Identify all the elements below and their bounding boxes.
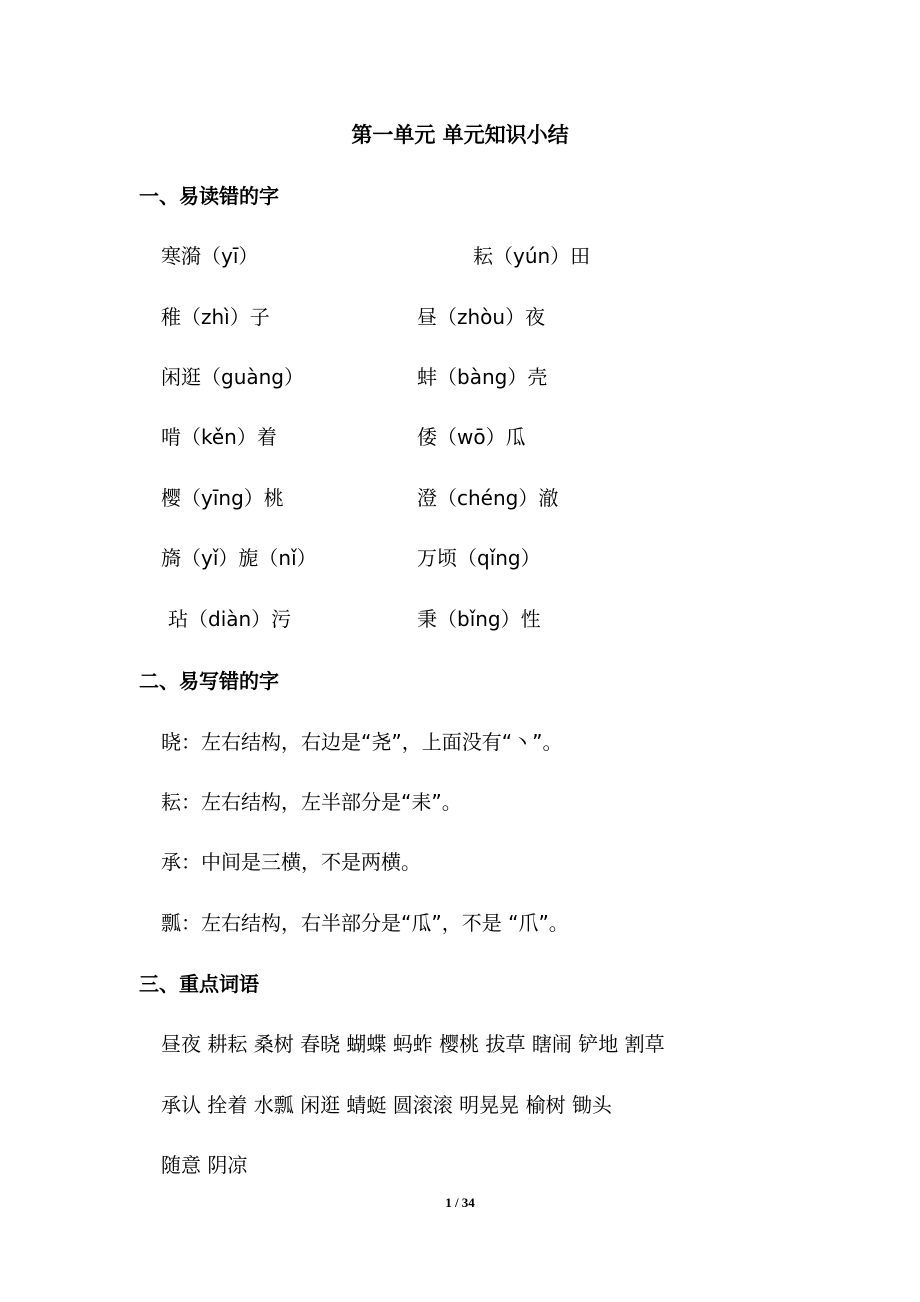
misread-word-left: 闲逛（guàng） [161, 365, 304, 389]
miswrite-note: 瓢：左右结构，右半部分是“瓜”，不是 “爪”。 [161, 911, 569, 935]
key-words-line: 昼夜 耕耘 桑树 春晓 蝴蝶 蚂蚱 樱桃 拔草 瞎闹 铲地 割草 [161, 1032, 665, 1056]
misread-word-right: 倭（wō）瓜 [417, 425, 526, 449]
misread-word-left: 稚（zhì）子 [161, 305, 270, 329]
misread-word-right: 耘（yún）田 [473, 244, 591, 268]
miswrite-note: 承：中间是三横，不是两横。 [161, 850, 421, 874]
miswrite-note: 耘：左右结构，左半部分是“耒”。 [161, 790, 462, 814]
key-words-line: 随意 阴凉 [161, 1153, 248, 1177]
misread-word-right: 秉（bǐng）性 [417, 607, 541, 631]
page-number: 1 / 34 [445, 1195, 475, 1210]
section-heading-easy-miswrite: 二、易写错的字 [139, 669, 279, 693]
misread-word-left: 玷（diàn）污 [168, 607, 292, 631]
misread-word-right: 万顷（qǐng） [417, 546, 541, 570]
misread-word-left: 寒漪（yī） [161, 244, 259, 268]
key-words-line: 承认 拴着 水瓢 闲逛 蜻蜓 圆滚滚 明晃晃 榆树 锄头 [161, 1093, 612, 1117]
misread-word-left: 旖（yǐ）旎（nǐ） [161, 546, 317, 570]
document-title: 第一单元 单元知识小结 [351, 123, 569, 147]
misread-word-left: 樱（yīng）桃 [161, 486, 284, 510]
section-heading-key-words: 三、重点词语 [139, 972, 259, 996]
misread-word-right: 昼（zhòu）夜 [417, 305, 546, 329]
section-heading-easy-misread: 一、易读错的字 [139, 184, 279, 208]
miswrite-note: 晓：左右结构，右边是“尧”，上面没有“丶”。 [161, 730, 563, 754]
misread-word-right: 澄（chéng）澈 [417, 486, 559, 510]
misread-word-left: 啃（kěn）着 [161, 425, 277, 449]
misread-word-right: 蚌（bàng）壳 [417, 365, 548, 389]
